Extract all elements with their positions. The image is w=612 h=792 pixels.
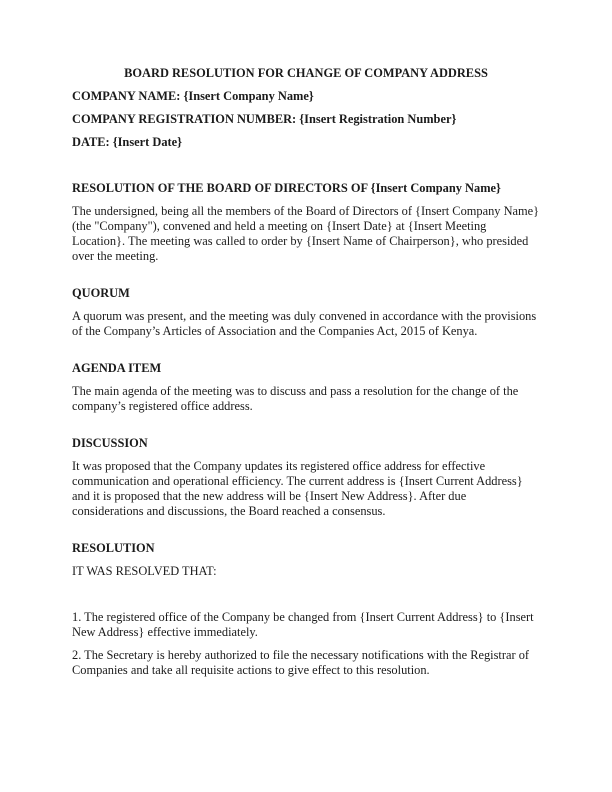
section-quorum [72,286,540,339]
section-heading-discussion: DISCUSSION [72,436,148,450]
paragraph-agenda-item: The main agenda of the meeting was to discuss and pass a resolution for the change of the company’s registered office address. [72,384,519,413]
document-title: BOARD RESOLUTION FOR CHANGE OF COMPANY ADDRESS [124,66,488,80]
paragraph-discussion: It was proposed that the Company updates its registered office address for effective communication and operational efficiency. The current address is {Insert Current Address} and it is proposed that the new address will be {Insert New Address}. After due considerations and discussions, the Board reached a consensus. [72,459,523,518]
section-board-resolution [72,181,540,264]
company-name-line: COMPANY NAME: {Insert Company Name} [72,89,314,103]
paragraph-quorum: A quorum was present, and the meeting was duly convened in accordance with the provisions of the Company’s Articles of Association and the Companies Act, 2015 of Kenya. [72,309,537,338]
resolution-lead-line: IT WAS RESOLVED THAT: [72,564,217,578]
section-heading-board-resolution: RESOLUTION OF THE BOARD OF DIRECTORS OF {Insert Company Name} [72,181,501,195]
resolution-item-1: 1. The registered office of the Company be changed from {Insert Current Address} to {Insert New Address} effective immediately. [72,610,534,639]
section-heading-agenda-item: AGENDA ITEM [72,361,162,375]
resolution-item-2: 2. The Secretary is hereby authorized to file the necessary notifications with the Registrar of Companies and take all requisite actions to give effect to this resolution. [72,648,530,677]
section-heading-quorum: QUORUM [72,286,130,300]
section-agenda-item [72,361,540,414]
section-resolution [72,541,540,678]
registration-number-line: COMPANY REGISTRATION NUMBER: {Insert Registration Number} [72,112,457,126]
section-heading-resolution: RESOLUTION [72,541,155,555]
document-content [72,0,540,700]
date-line: DATE: {Insert Date} [72,135,183,149]
paragraph-board-resolution: The undersigned, being all the members of the Board of Directors of {Insert Company Name} (the "Company"), convened and held a meeting on {Insert Date} at {Insert Meeting Location}. The meeting was called to order by {Insert Name of Chairperson}, who presided over the meeting. [72,204,540,263]
section-discussion [72,436,540,519]
